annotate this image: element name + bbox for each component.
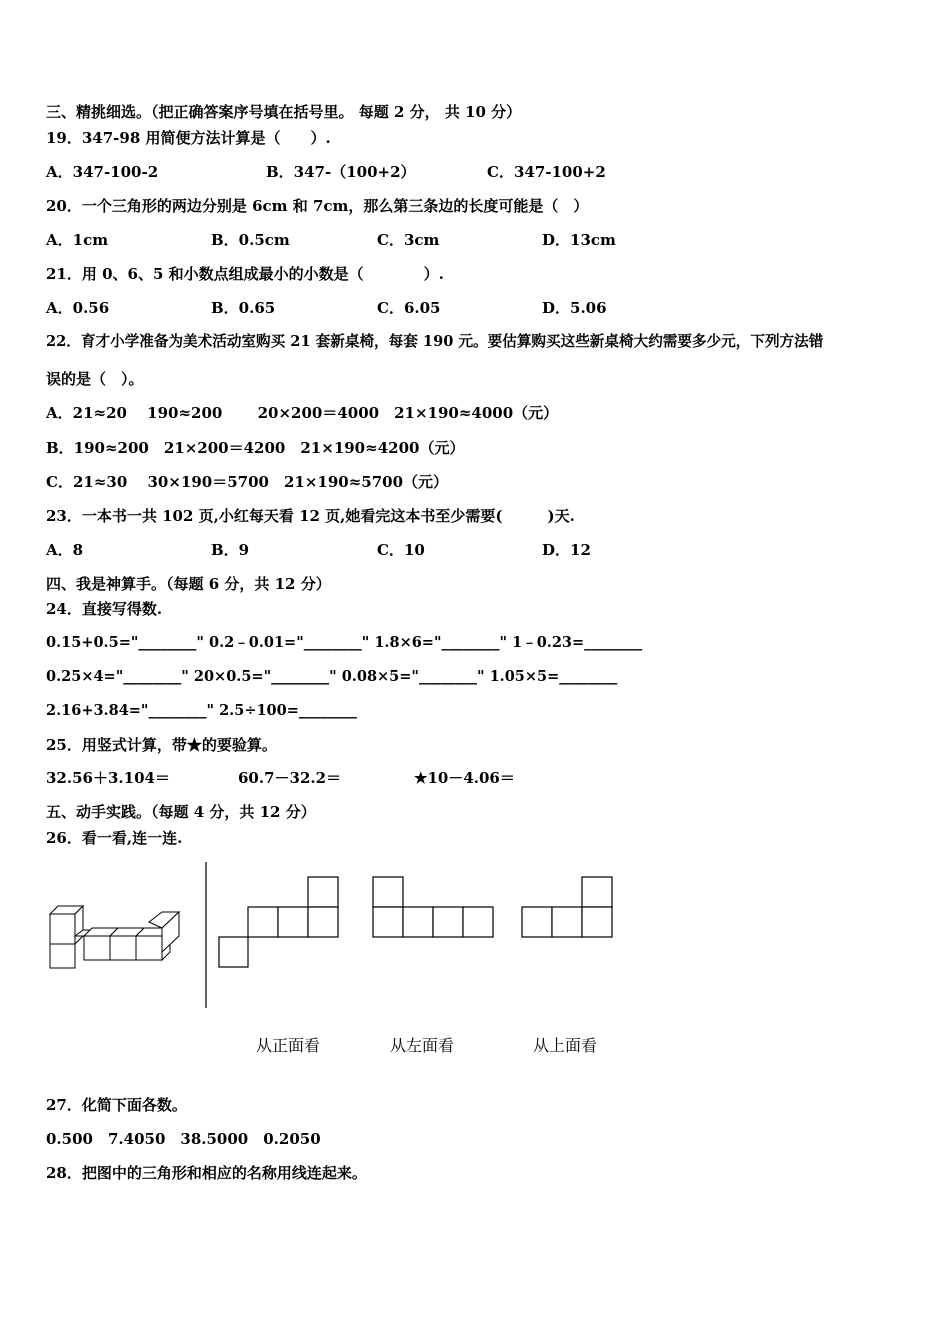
q25-item-2: 60.7－32.2＝ xyxy=(238,769,342,787)
vertical-divider xyxy=(203,862,209,1008)
q22-option-b[interactable]: B．190≈200 21×200＝4200 21×190≈4200（元） xyxy=(46,439,465,457)
q22-option-c[interactable]: C．21≈30 30×190＝5700 21×190≈5700（元） xyxy=(46,473,449,491)
q20-option-a[interactable]: A．1cm xyxy=(46,231,109,249)
q25-item-3: ★10－4.06＝ xyxy=(414,769,515,787)
q25-item-1: 32.56＋3.104＝ xyxy=(46,769,170,787)
q25-stem: 25．用竖式计算，带★的要验算。 xyxy=(46,736,277,754)
caption-top-view: 从上面看 xyxy=(533,1036,598,1055)
q23-option-c[interactable]: C．10 xyxy=(377,541,425,559)
section-5-title: 五、动手实践。（每题 4 分，共 12 分） xyxy=(46,803,316,821)
q19-option-b[interactable]: B．347-（100+2） xyxy=(266,163,416,181)
view-grid-right-top[interactable] xyxy=(521,876,615,940)
q27-stem: 27．化简下面各数。 xyxy=(46,1096,187,1114)
section-4-title: 四、我是神算手。（每题 6 分，共 12 分） xyxy=(46,575,331,593)
q20-option-d[interactable]: D．13cm xyxy=(542,231,616,249)
q24-stem: 24．直接写得数. xyxy=(46,600,163,618)
q24-line-3: 2.16+3.84="________" 2.5÷100=________ xyxy=(46,702,357,719)
q24-line-1: 0.15+0.5="________" 0.2﹣0.01="________" 1.8×6="________" 1﹣0.23=________ xyxy=(46,634,643,651)
q22-stem-line1: 22．育才小学准备为美术活动室购买 21 套新桌椅，每套 190 元。要估算购买这些新桌椅大约需要多少元，下列方法错 xyxy=(46,333,824,350)
section-3-title: 三、精挑细选。（把正确答案序号填在括号里。 每题 2 分， 共 10 分） xyxy=(46,103,522,121)
q21-option-c[interactable]: C．6.05 xyxy=(377,299,441,317)
view-grid-staircase[interactable] xyxy=(218,876,340,970)
q23-option-b[interactable]: B．9 xyxy=(211,541,250,559)
caption-front-view: 从正面看 xyxy=(256,1036,321,1055)
q24-line-2: 0.25×4="________" 20×0.5="________" 0.08×5="________" 1.05×5=________ xyxy=(46,668,618,685)
view-grid-left-top[interactable] xyxy=(372,876,496,940)
caption-left-view: 从左面看 xyxy=(390,1036,455,1055)
q22-option-a[interactable]: A．21≈20 190≈200 20×200＝4000 21×190≈4000（元） xyxy=(46,404,559,422)
q28-stem: 28．把图中的三角形和相应的名称用线连起来。 xyxy=(46,1164,367,1182)
q21-option-b[interactable]: B．0.65 xyxy=(211,299,276,317)
q23-stem: 23．一本书一共 102 页,小红每天看 12 页,她看完这本书至少需要( )天. xyxy=(46,507,575,525)
q26-stem: 26．看一看,连一连. xyxy=(46,829,183,847)
q21-stem: 21．用 0、6、5 和小数点组成最小的小数是（ ）. xyxy=(46,265,444,283)
q23-option-d[interactable]: D．12 xyxy=(542,541,591,559)
q20-stem: 20．一个三角形的两边分别是 6cm 和 7cm，那么第三条边的长度可能是（ ） xyxy=(46,197,589,215)
q23-option-a[interactable]: A．8 xyxy=(46,541,84,559)
q19-option-c[interactable]: C．347-100+2 xyxy=(487,163,606,181)
q20-option-b[interactable]: B．0.5cm xyxy=(211,231,290,249)
q21-option-d[interactable]: D．5.06 xyxy=(542,299,607,317)
q27-numbers: 0.500 7.4050 38.5000 0.2050 xyxy=(46,1130,321,1148)
cube-solid-figure xyxy=(44,900,189,972)
q21-option-a[interactable]: A．0.56 xyxy=(46,299,110,317)
q22-stem-line2: 误的是（ ）。 xyxy=(46,370,144,388)
q19-option-a[interactable]: A．347-100-2 xyxy=(46,163,159,181)
q19-stem: 19．347-98 用简便方法计算是（ ）. xyxy=(46,129,331,147)
q20-option-c[interactable]: C．3cm xyxy=(377,231,440,249)
